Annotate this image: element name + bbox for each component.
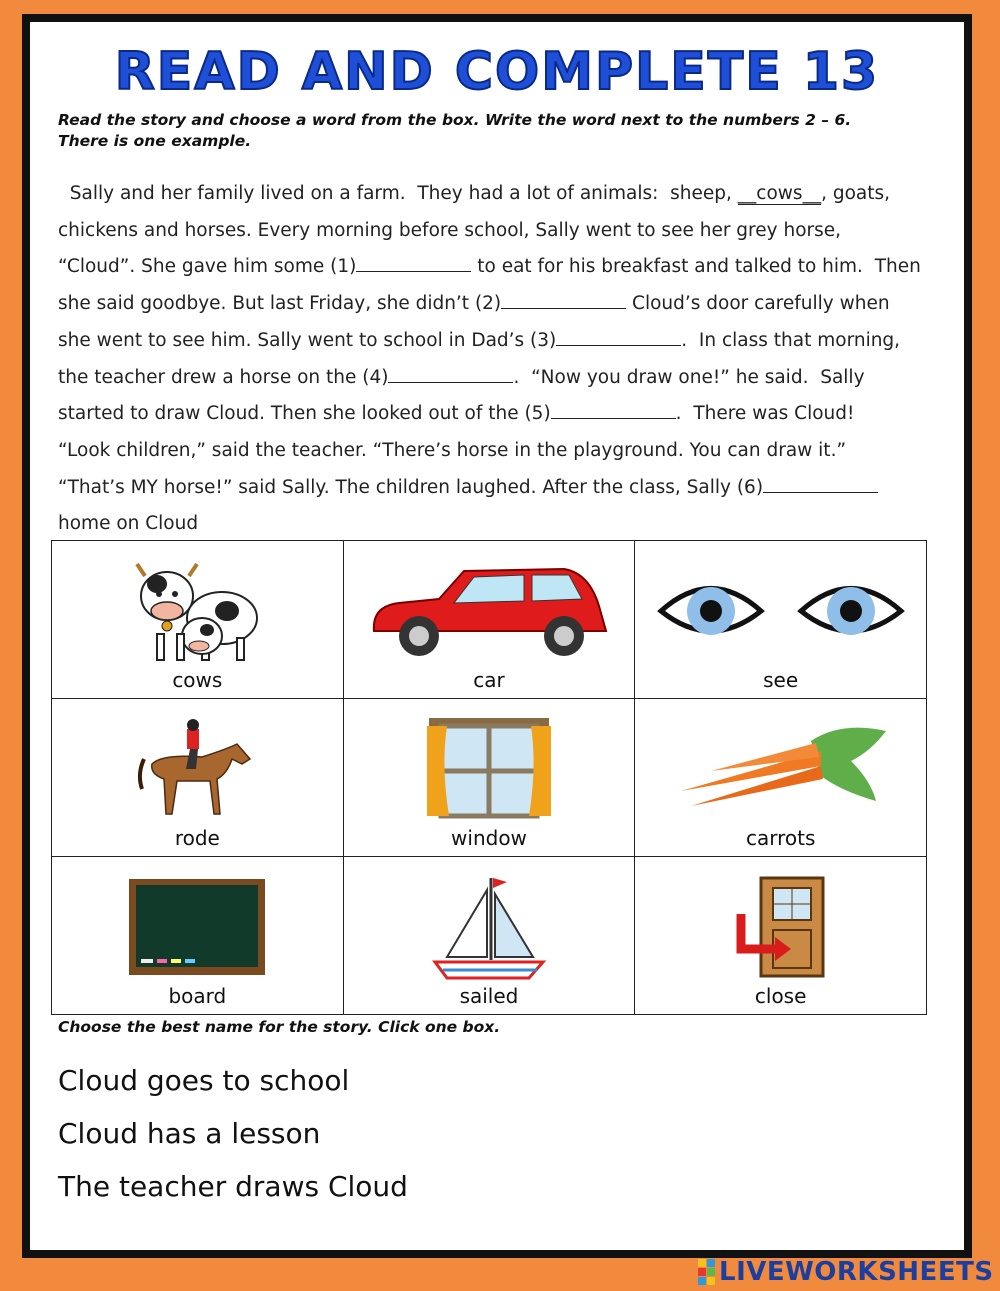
cows-icon bbox=[52, 553, 343, 668]
word-label: carrots bbox=[745, 826, 816, 850]
instructions bbox=[58, 110, 918, 152]
brand-name: LIVEWORKSHEETS bbox=[719, 1257, 994, 1287]
horse-rider-icon bbox=[52, 711, 343, 826]
option-title-1[interactable]: Cloud goes to school bbox=[58, 1064, 350, 1097]
word-cell-see bbox=[635, 541, 927, 699]
door-icon bbox=[635, 869, 926, 984]
car-icon bbox=[344, 553, 635, 668]
word-cell-sailed bbox=[343, 857, 635, 1015]
word-box bbox=[51, 540, 927, 1015]
word-cell-close bbox=[635, 857, 927, 1015]
choose-prompt: Choose the best name for the story. Click one box. bbox=[58, 1018, 501, 1036]
answer-blank-4[interactable] bbox=[388, 360, 513, 383]
chalkboard-icon bbox=[52, 869, 343, 984]
answer-blank-1[interactable] bbox=[356, 249, 471, 272]
word-cell-rode bbox=[52, 699, 344, 857]
eyes-icon bbox=[635, 553, 926, 668]
word-cell-cows bbox=[52, 541, 344, 699]
option-title-3[interactable]: The teacher draws Cloud bbox=[58, 1170, 408, 1203]
brand-logo bbox=[698, 1258, 994, 1286]
word-label: close bbox=[754, 984, 807, 1008]
window-icon bbox=[344, 711, 635, 826]
example-answer: __cows__ bbox=[737, 183, 822, 204]
word-label: see bbox=[763, 668, 799, 692]
story-text: Sally and her family lived on a farm. They had a lot of animals: sheep, __cows__, goats, chickens and horses. Every morning before school, Sally went to see her grey horse, “Cloud”. She gave him some (1) to eat for his breakfast and talked to him. Then she said goodbye. But last Friday, she didn’t (2) Cloud’s door carefully when she went to see him. Sally went to school in Dad’s (3) . In class that morning, the teacher drew a horse on the (4) . “Now you draw one!” he said. Sally started to draw Cloud. Then she looked out of the (5) . There was Cloud! “Look children,” said the teacher. “There’s horse in the playground. You can draw it.” “That’s MY horse!” said Sally. The children laughed. After the class, Sally (6) home on Cloud bbox=[58, 183, 921, 535]
word-label: cows bbox=[172, 668, 223, 692]
liveworksheets-logo-icon bbox=[698, 1259, 715, 1285]
worksheet-page bbox=[30, 22, 964, 1250]
word-label: board bbox=[168, 984, 227, 1008]
word-label: car bbox=[473, 668, 505, 692]
word-cell-board bbox=[52, 857, 344, 1015]
carrots-icon bbox=[635, 711, 926, 826]
word-label: window bbox=[451, 826, 527, 850]
instructions-line-1: Read the story and choose a word from the box. Write the word next to the numbers 2 – 6. bbox=[58, 111, 852, 129]
word-label: sailed bbox=[459, 984, 519, 1008]
word-cell-car bbox=[343, 541, 635, 699]
answer-blank-3[interactable] bbox=[556, 323, 681, 346]
sailboat-icon bbox=[344, 869, 635, 984]
answer-blank-2[interactable] bbox=[501, 286, 626, 309]
page-title: READ AND COMPLETE 13 bbox=[114, 42, 880, 102]
word-cell-window bbox=[343, 699, 635, 857]
instructions-line-2: There is one example. bbox=[58, 132, 252, 150]
option-title-2[interactable]: Cloud has a lesson bbox=[58, 1117, 321, 1150]
word-cell-carrots bbox=[635, 699, 927, 857]
word-label: rode bbox=[174, 826, 220, 850]
answer-blank-6[interactable] bbox=[763, 470, 878, 493]
worksheet-frame bbox=[22, 14, 972, 1258]
answer-blank-5[interactable] bbox=[551, 396, 676, 419]
